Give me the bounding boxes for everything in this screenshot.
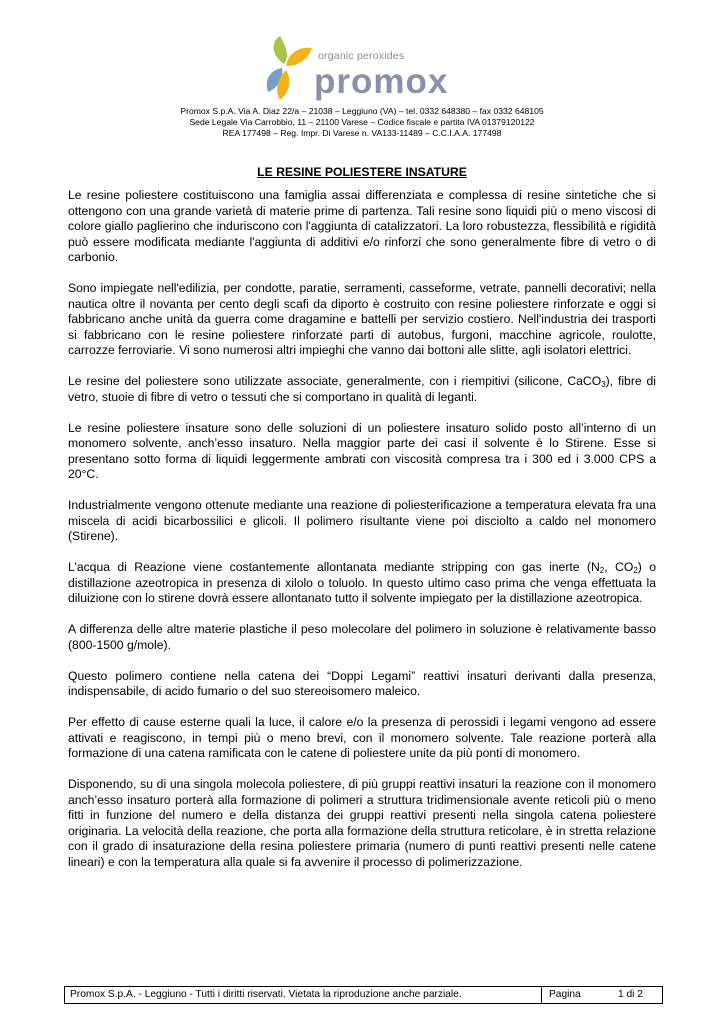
paragraph: Le resine poliestere insature sono delle soluzioni di un poliestere insaturo solido posto all’interno di un monomero solvente, anch’esso insaturo. Nella maggior parte dei casi il solvente è lo Stirene. Esse si presentano sotto forma di liquidi leggermente ambrati con viscosità compresa tra i 300 ed i 3.000 CPS a 20°C. bbox=[68, 420, 656, 481]
document-title: LE RESINE POLIESTERE INSATURE bbox=[257, 165, 467, 179]
page-footer bbox=[64, 986, 663, 1004]
paragraph: Sono impiegate nell'edilizia, per condotte, paratie, serramenti, casseforme, vetrate, pannelli decorativi; nella nautica oltre il novanta per cento degli scafi da diporto è costruito con resine poliestere rinforzate e oggi si fabbricano anche unità da guerra come dragamine e battelli per servizio costiero. Nell'industria dei trasporti si fabbricano con le resine poliestere rinforzate parti di autobus, furgoni, macchine agricole, roulotte, carrozze ferroviarie. Vi sono numerosi altri impieghi che vanno dai bottoni alle slitte, agli isolatori elettrici. bbox=[68, 281, 656, 357]
footer-rights-text: Promox S.p.A. - Leggiuno - Tutti i diritti riservati. Vietata la riproduzione anche parziale. bbox=[70, 989, 462, 1000]
document-body bbox=[68, 188, 656, 886]
paragraph: Industrialmente vengono ottenute mediante una reazione di poliesterificazione a temperatura elevata fra una miscela di acidi bicarbossilici e glicoli. Il polimero risultante viene poi disciolto a caldo nel monomero (Stirene). bbox=[68, 498, 656, 543]
logo-brand-text: promox bbox=[314, 62, 449, 101]
paragraph: A differenza delle altre materie plastiche il peso molecolare del polimero in soluzione è relativamente basso (800-1500 g/mole). bbox=[68, 622, 656, 652]
paragraph: Disponendo, su di una singola molecola poliestere, di più gruppi reattivi insaturi la reazione con il monomero anch’esso insaturo porterà alla formazione di polimeri a struttura tridimensionale avente reticoli più o meno fitti in funzione del numero e della distanza dei gruppi reattivi presenti nella singola catena poliestere originaria. La velocità della reazione, che porta alla formazione della struttura reticolare, è in stretta relazione con il grado di insaturazione della resina poliestere primaria (numero di punti reattivi presenti nelle catene lineari) e con la temperatura alla quale si fa avvenire il processo di polimerizzazione. bbox=[68, 777, 656, 869]
footer-divider bbox=[541, 987, 542, 1003]
leaf-logo-icon bbox=[262, 34, 322, 104]
paragraph: L’acqua di Reazione viene costantemente allontanata mediante stripping con gas inerte ($N_2$, $CO_2$) o distillazione azeotropica in presenza di xilolo o toluolo. In questo ultimo caso prima che venga effettuata la diluizione con lo stirene dovrà essere allontanato tutto il solvente impiegato per la distillazione azeotropica. bbox=[68, 560, 656, 605]
paragraph: Le resine del poliestere sono utilizzate associate, generalmente, con i riempitivi (silicone, CaCO$_3$), fibre di vetro, stuoie di fibre di vetro o tessuti che si comportano in qualità di leganti. bbox=[68, 374, 656, 404]
logo-tagline: organic peroxides bbox=[318, 50, 405, 62]
paragraph: Le resine poliestere costituiscono una famiglia assai differenziata e complessa di resine sintetiche che si ottengono con una grande varietà di materie prime di partenza. Tali resine sono liquidi più o meno viscosi di colore giallo paglierino che induriscono con l'aggiunta di catalizzatori. La loro robustezza, flessibilità e rigidità può essere modificata mediante l'aggiunta di additivi e/o rinforzi che sono generalmente fibre di vetro o di carbonio. bbox=[68, 188, 656, 264]
company-address-block bbox=[0, 106, 724, 139]
address-line: Sede Legale Via Carrobbio, 11 – 21100 Varese – Codice fiscale e partita IVA 01379120122 bbox=[189, 117, 535, 127]
footer-page-number: 1 di 2 bbox=[618, 989, 643, 1000]
company-logo bbox=[262, 34, 462, 104]
address-line: REA 177498 – Reg. Impr. Di Varese n. VA133-11489 – C.C.I.A.A. 177498 bbox=[222, 128, 502, 138]
footer-page-label: Pagina bbox=[549, 989, 581, 1000]
paragraph: Questo polimero contiene nella catena dei “Doppi Legami” reattivi insaturi derivanti dalla presenza, indispensabile, di acido fumario o del suo stereoisomero maleico. bbox=[68, 668, 656, 698]
address-line: Promox S.p.A. Via A. Diaz 22/a – 21038 – Leggiuno (VA) – tel. 0332 648380 – fax 0332 648105 bbox=[180, 106, 544, 116]
paragraph: Per effetto di cause esterne quali la luce, il calore e/o la presenza di perossidi i legami vengono ad essere attivati e reagiscono, in tempi più o meno brevi, con il monomero solvente. Tale reazione porterà alla formazione di una catena ramificata con le catene di poliestere unite da più ponti di monomero. bbox=[68, 715, 656, 760]
